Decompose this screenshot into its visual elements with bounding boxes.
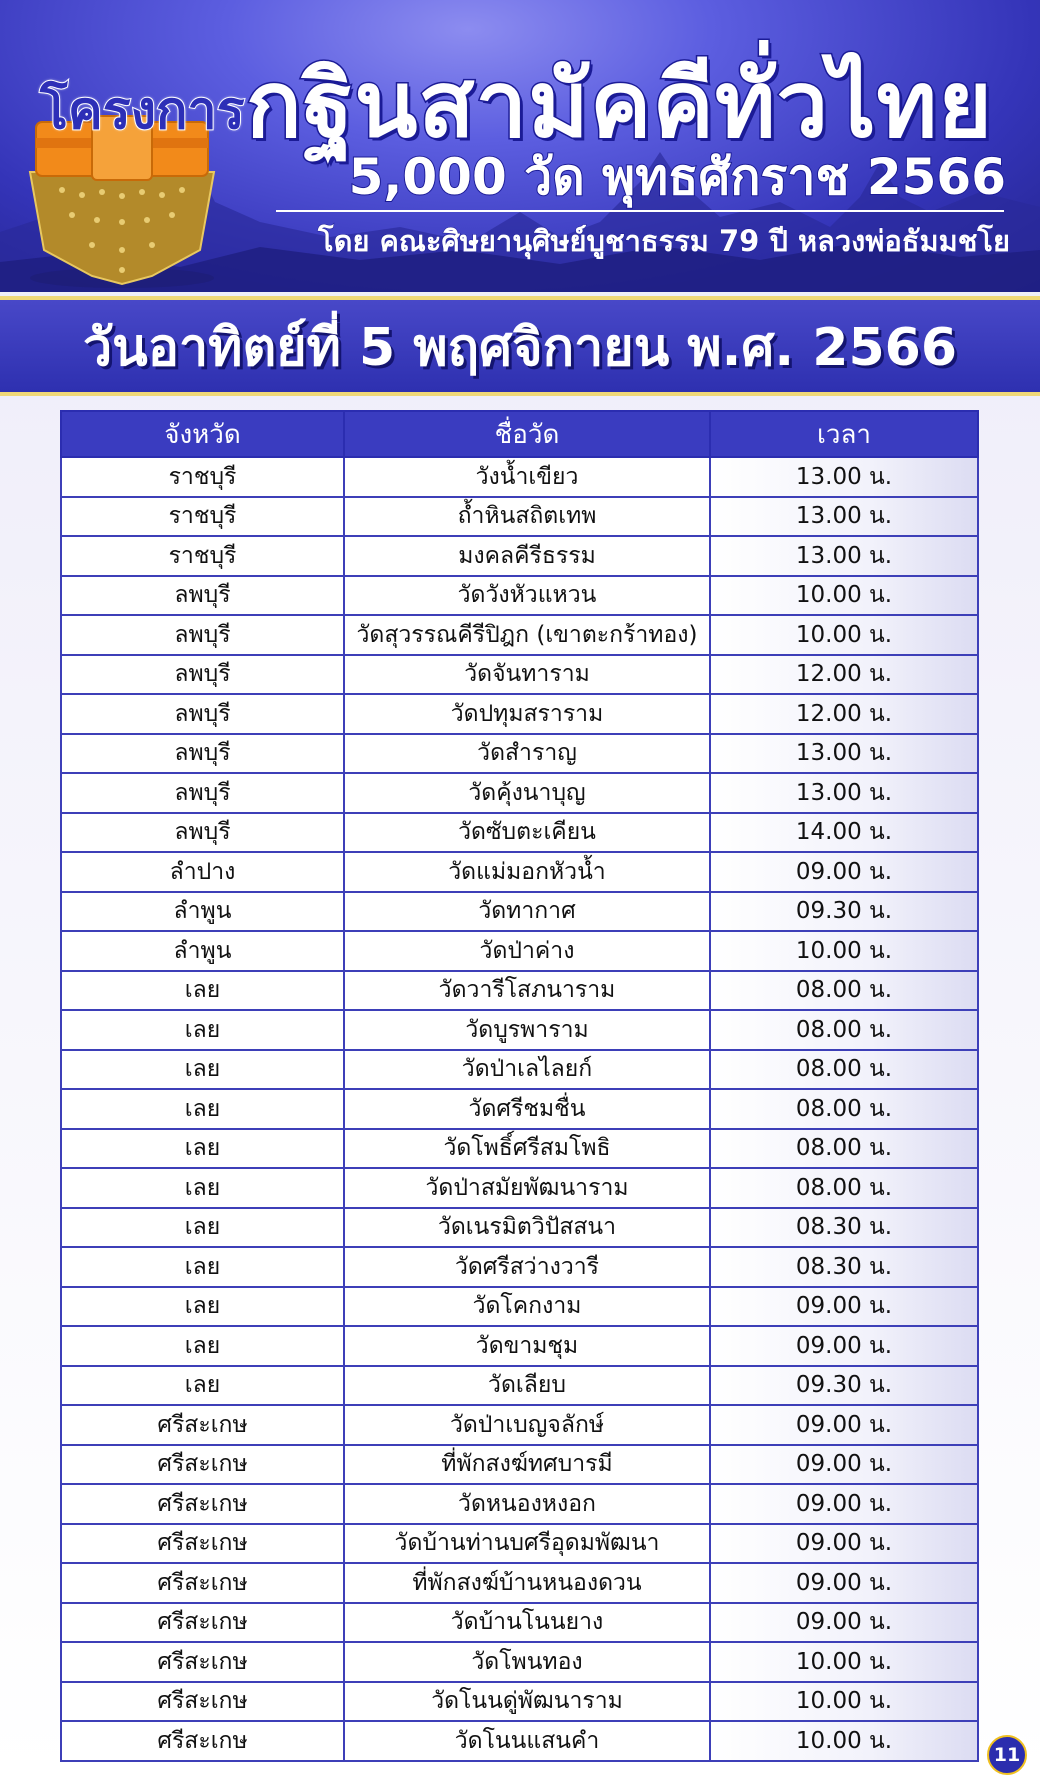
cell-temple: วังน้ำเขียว bbox=[344, 457, 710, 497]
table-row bbox=[61, 1445, 978, 1485]
cell-time: 08.30 น. bbox=[710, 1247, 978, 1287]
cell-province: ศรีสะเกษ bbox=[61, 1405, 344, 1445]
cell-temple: วัดวารีโสภนาราม bbox=[344, 971, 710, 1011]
cell-province: ศรีสะเกษ bbox=[61, 1524, 344, 1564]
cell-temple: วัดซับตะเคียน bbox=[344, 813, 710, 853]
cell-time: 09.00 น. bbox=[710, 1445, 978, 1485]
cell-temple: วัดสุวรรณคีรีปิฎก (เขาตะกร้าทอง) bbox=[344, 615, 710, 655]
date-banner bbox=[0, 296, 1040, 396]
cell-time: 10.00 น. bbox=[710, 576, 978, 616]
cell-time: 09.30 น. bbox=[710, 892, 978, 932]
table-row bbox=[61, 1326, 978, 1366]
cell-time: 14.00 น. bbox=[710, 813, 978, 853]
cell-time: 13.00 น. bbox=[710, 734, 978, 774]
cell-time: 08.30 น. bbox=[710, 1208, 978, 1248]
table-row bbox=[61, 615, 978, 655]
table-row bbox=[61, 497, 978, 537]
cell-province: เลย bbox=[61, 971, 344, 1011]
table-row bbox=[61, 655, 978, 695]
table-row bbox=[61, 1208, 978, 1248]
cell-temple: วัดวังหัวแหวน bbox=[344, 576, 710, 616]
cell-temple: วัดทากาศ bbox=[344, 892, 710, 932]
cell-temple: วัดบ้านโนนยาง bbox=[344, 1603, 710, 1643]
cell-province: เลย bbox=[61, 1010, 344, 1050]
cell-time: 10.00 น. bbox=[710, 1642, 978, 1682]
cell-time: 09.00 น. bbox=[710, 1326, 978, 1366]
cell-time: 08.00 น. bbox=[710, 1129, 978, 1169]
cell-temple: วัดป่าสมัยพัฒนาราม bbox=[344, 1168, 710, 1208]
cell-province: ลำพูน bbox=[61, 892, 344, 932]
cell-time: 10.00 น. bbox=[710, 931, 978, 971]
cell-province: ศรีสะเกษ bbox=[61, 1682, 344, 1722]
cell-time: 12.00 น. bbox=[710, 694, 978, 734]
table-row bbox=[61, 813, 978, 853]
cell-province: ลพบุรี bbox=[61, 576, 344, 616]
table-body bbox=[61, 457, 978, 1761]
cell-time: 10.00 น. bbox=[710, 1721, 978, 1761]
cell-temple: วัดโนนดู่พัฒนาราม bbox=[344, 1682, 710, 1722]
cell-temple: วัดบ้านท่านบศรีอุดมพัฒนา bbox=[344, 1524, 710, 1564]
cell-temple: มงคลคีรีธรรม bbox=[344, 536, 710, 576]
table-header-row bbox=[61, 411, 978, 457]
cell-time: 12.00 น. bbox=[710, 655, 978, 695]
cell-time: 08.00 น. bbox=[710, 971, 978, 1011]
table-row bbox=[61, 971, 978, 1011]
cell-temple: วัดจันทาราม bbox=[344, 655, 710, 695]
cell-province: เลย bbox=[61, 1366, 344, 1406]
table-row bbox=[61, 576, 978, 616]
table-row bbox=[61, 1524, 978, 1564]
table-row bbox=[61, 1010, 978, 1050]
cell-province: ศรีสะเกษ bbox=[61, 1484, 344, 1524]
page-number-badge: 11 bbox=[987, 1735, 1027, 1775]
project-subtitle: 5,000 วัด พุทธศักราช 2566 bbox=[348, 148, 1006, 206]
cell-time: 09.00 น. bbox=[710, 1484, 978, 1524]
header-province: จังหวัด bbox=[61, 411, 344, 457]
cell-temple: วัดขามชุม bbox=[344, 1326, 710, 1366]
cell-temple: วัดป่าเบญจลักษ์ bbox=[344, 1405, 710, 1445]
table-row bbox=[61, 1405, 978, 1445]
cell-province: ราชบุรี bbox=[61, 457, 344, 497]
cell-province: ศรีสะเกษ bbox=[61, 1603, 344, 1643]
header-banner bbox=[0, 0, 1040, 292]
table-row bbox=[61, 1247, 978, 1287]
cell-time: 10.00 น. bbox=[710, 1682, 978, 1722]
table-row bbox=[61, 1366, 978, 1406]
table-row bbox=[61, 1129, 978, 1169]
cell-temple: วัดโคกงาม bbox=[344, 1287, 710, 1327]
cell-province: ลำพูน bbox=[61, 931, 344, 971]
table-row bbox=[61, 536, 978, 576]
cell-time: 09.00 น. bbox=[710, 1524, 978, 1564]
table-row bbox=[61, 1484, 978, 1524]
cell-time: 09.00 น. bbox=[710, 852, 978, 892]
cell-temple: วัดหนองหงอก bbox=[344, 1484, 710, 1524]
cell-province: เลย bbox=[61, 1050, 344, 1090]
cell-province: เลย bbox=[61, 1168, 344, 1208]
cell-time: 13.00 น. bbox=[710, 536, 978, 576]
table-row bbox=[61, 1682, 978, 1722]
cell-province: ศรีสะเกษ bbox=[61, 1445, 344, 1485]
table-row bbox=[61, 1050, 978, 1090]
cell-province: เลย bbox=[61, 1129, 344, 1169]
cell-province: เลย bbox=[61, 1089, 344, 1129]
cell-time: 13.00 น. bbox=[710, 457, 978, 497]
cell-temple: วัดคุ้งนาบุญ bbox=[344, 773, 710, 813]
table-row bbox=[61, 1642, 978, 1682]
cell-temple: วัดโพธิ์ศรีสมโพธิ bbox=[344, 1129, 710, 1169]
cell-temple: วัดป่าเลไลยก์ bbox=[344, 1050, 710, 1090]
cell-temple: วัดป่าค่าง bbox=[344, 931, 710, 971]
cell-time: 08.00 น. bbox=[710, 1010, 978, 1050]
cell-time: 13.00 น. bbox=[710, 497, 978, 537]
cell-temple: วัดปทุมสราราม bbox=[344, 694, 710, 734]
cell-province: เลย bbox=[61, 1326, 344, 1366]
schedule-table bbox=[60, 410, 979, 1762]
table-row bbox=[61, 1603, 978, 1643]
project-label: โครงการ bbox=[40, 81, 245, 141]
project-by-line: โดย คณะศิษยานุศิษย์บูชาธรรม 79 ปี หลวงพ่อธัมมชโย bbox=[318, 224, 1010, 258]
cell-time: 09.00 น. bbox=[710, 1603, 978, 1643]
cell-time: 10.00 น. bbox=[710, 615, 978, 655]
cell-province: เลย bbox=[61, 1287, 344, 1327]
schedule-table-container bbox=[60, 410, 977, 1762]
cell-temple: วัดบูรพาราม bbox=[344, 1010, 710, 1050]
cell-temple: วัดศรีสว่างวารี bbox=[344, 1247, 710, 1287]
cell-province: ศรีสะเกษ bbox=[61, 1721, 344, 1761]
cell-time: 13.00 น. bbox=[710, 773, 978, 813]
table-row bbox=[61, 734, 978, 774]
cell-temple: ที่พักสงฆ์บ้านหนองดวน bbox=[344, 1563, 710, 1603]
cell-temple: วัดโนนแสนคำ bbox=[344, 1721, 710, 1761]
header-divider bbox=[276, 210, 1004, 212]
cell-temple: ถ้ำหินสถิตเทพ bbox=[344, 497, 710, 537]
cell-temple: วัดเนรมิตวิปัสสนา bbox=[344, 1208, 710, 1248]
cell-temple: วัดสำราญ bbox=[344, 734, 710, 774]
cell-temple: วัดโพนทอง bbox=[344, 1642, 710, 1682]
table-row bbox=[61, 1168, 978, 1208]
header-time: เวลา bbox=[710, 411, 978, 457]
cell-temple: ที่พักสงฆ์ทศบารมี bbox=[344, 1445, 710, 1485]
cell-time: 09.00 น. bbox=[710, 1563, 978, 1603]
cell-temple: วัดแม่มอกหัวน้ำ bbox=[344, 852, 710, 892]
cell-province: ลพบุรี bbox=[61, 694, 344, 734]
project-title: กฐินสามัคคีทั่วไทย bbox=[246, 51, 994, 158]
cell-province: ลพบุรี bbox=[61, 734, 344, 774]
table-row bbox=[61, 1721, 978, 1761]
cell-province: เลย bbox=[61, 1208, 344, 1248]
cell-time: 09.30 น. bbox=[710, 1366, 978, 1406]
cell-time: 09.00 น. bbox=[710, 1287, 978, 1327]
table-row bbox=[61, 931, 978, 971]
cell-time: 09.00 น. bbox=[710, 1405, 978, 1445]
cell-time: 08.00 น. bbox=[710, 1168, 978, 1208]
table-row bbox=[61, 852, 978, 892]
cell-province: เลย bbox=[61, 1247, 344, 1287]
cell-province: ราชบุรี bbox=[61, 497, 344, 537]
table-row bbox=[61, 773, 978, 813]
cell-province: ลพบุรี bbox=[61, 615, 344, 655]
cell-province: ราชบุรี bbox=[61, 536, 344, 576]
cell-time: 08.00 น. bbox=[710, 1089, 978, 1129]
table-row bbox=[61, 1089, 978, 1129]
table-row bbox=[61, 457, 978, 497]
table-row bbox=[61, 1287, 978, 1327]
cell-temple: วัดเลียบ bbox=[344, 1366, 710, 1406]
cell-province: ลำปาง bbox=[61, 852, 344, 892]
cell-province: ศรีสะเกษ bbox=[61, 1642, 344, 1682]
date-text: วันอาทิตย์ที่ 5 พฤศจิกายน พ.ศ. 2566 bbox=[82, 317, 958, 378]
table-row bbox=[61, 694, 978, 734]
cell-temple: วัดศรีชมชื่น bbox=[344, 1089, 710, 1129]
cell-province: ลพบุรี bbox=[61, 813, 344, 853]
table-row bbox=[61, 1563, 978, 1603]
cell-province: ลพบุรี bbox=[61, 655, 344, 695]
header-temple: ชื่อวัด bbox=[344, 411, 710, 457]
table-row bbox=[61, 892, 978, 932]
cell-province: ลพบุรี bbox=[61, 773, 344, 813]
cell-time: 08.00 น. bbox=[710, 1050, 978, 1090]
cell-province: ศรีสะเกษ bbox=[61, 1563, 344, 1603]
